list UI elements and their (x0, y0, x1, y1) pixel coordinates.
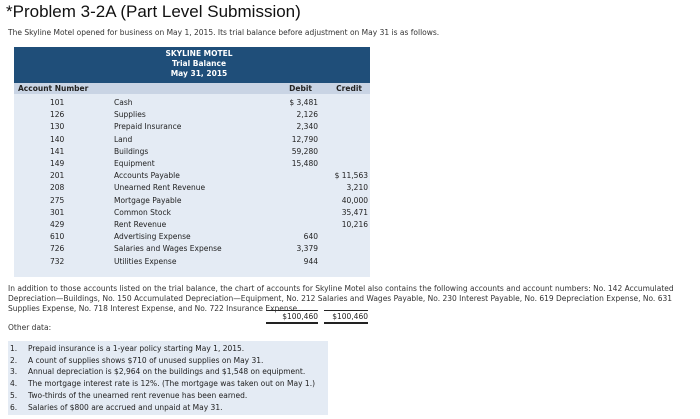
account-name: Equipment (114, 159, 155, 168)
credit-amount: 35,471 (341, 207, 368, 217)
account-number: 429 (50, 220, 65, 229)
debit-amount: 12,790 (291, 134, 318, 144)
account-number: 726 (50, 244, 65, 254)
debit-amount: 15,480 (291, 159, 318, 168)
debit-amount: 640 (303, 232, 318, 242)
debit-amount: 2,340 (296, 122, 318, 132)
table-row (14, 256, 370, 268)
trial-balance-header (14, 47, 370, 83)
table-row (14, 121, 370, 133)
account-number: 149 (50, 159, 65, 168)
credit-amount: $ 11,563 (334, 171, 368, 181)
credit-amount: 40,000 (341, 195, 368, 205)
debit-amount: 944 (303, 256, 318, 266)
account-number: 610 (50, 232, 65, 242)
intro-text: The Skyline Motel opened for business on May 1, 2015. Its trial balance before adjustment on May 31 is as follows. (8, 28, 440, 37)
list-item-number: 6. (10, 402, 18, 412)
account-number: 301 (50, 207, 65, 217)
table-row (14, 134, 370, 146)
account-number: 101 (50, 98, 65, 107)
account-name: Accounts Payable (114, 171, 180, 181)
table-row (14, 182, 370, 194)
additional-accounts-text: In addition to those accounts listed on the trial balance, the chart of accounts for Skyline Motel also contains the following accounts and account numbers: No. 142 Accumulated Depreciation—Buildings, No. 150 Accumulated Depreciation—Equipment, No. 212 Salaries and Wages Payable, No. 230 Interest Payable, No. 619 Depreciation Expense, No. 631 Supplies Expense, No. 718 Interest Expense, and No. 722 Insurance Expense. (8, 284, 674, 313)
table-row (14, 146, 370, 158)
table-row (14, 207, 370, 219)
account-name: Mortgage Payable (114, 195, 182, 205)
list-item-number: 2. (10, 355, 18, 365)
total-credit: $100,460 (324, 310, 368, 324)
list-item-text: The mortgage interest rate is 12%. (The mortgage was taken out on May 1.) (28, 379, 315, 389)
table-row (14, 243, 370, 255)
account-name: Prepaid Insurance (114, 122, 182, 132)
list-item-text: Prepaid insurance is a 1-year policy starting May 1, 2015. (28, 344, 245, 353)
problem-title: *Problem 3-2A (Part Level Submission) (6, 2, 301, 21)
list-item-text: Annual depreciation is $2,964 on the buildings and $1,548 on equipment. (28, 367, 306, 377)
list-item-number: 1. (10, 344, 18, 353)
table-row (14, 158, 370, 170)
account-name: Advertising Expense (114, 232, 191, 242)
account-name: Rent Revenue (114, 220, 167, 229)
debit-amount: 2,126 (296, 110, 318, 120)
column-headers (14, 83, 370, 94)
table-row (14, 195, 370, 207)
debit-amount: 3,379 (296, 244, 318, 254)
account-name: Common Stock (114, 207, 171, 217)
account-name: Salaries and Wages Expense (114, 244, 222, 254)
company-name: SKYLINE MOTEL (165, 49, 233, 58)
account-name: Unearned Rent Revenue (114, 183, 206, 193)
list-item-number: 5. (10, 390, 18, 400)
credit-amount: 10,216 (341, 220, 368, 229)
account-name: Buildings (114, 146, 149, 156)
list-item-text: Salaries of $800 are accrued and unpaid at May 31. (28, 402, 223, 412)
list-item-number: 3. (10, 367, 18, 377)
debit-header: Debit (289, 84, 312, 93)
account-number: 141 (50, 146, 65, 156)
debit-amount: $ 3,481 (289, 98, 318, 107)
list-item-number: 4. (10, 379, 18, 389)
account-name: Cash (114, 98, 133, 107)
statement-date: May 31, 2015 (170, 69, 228, 78)
account-name: Supplies (114, 110, 146, 120)
account-name: Utilities Expense (114, 256, 177, 266)
other-data-label: Other data: (8, 323, 52, 332)
account-number: 140 (50, 134, 65, 144)
account-number: 275 (50, 195, 65, 205)
total-debit: $100,460 (266, 310, 318, 324)
account-number: 208 (50, 183, 65, 193)
credit-header: Credit (336, 84, 362, 93)
table-row (14, 231, 370, 243)
account-number: 732 (50, 256, 65, 266)
table-row (14, 219, 370, 231)
account-number: 126 (50, 110, 65, 120)
table-row (14, 170, 370, 182)
statement-name: Trial Balance (171, 59, 227, 68)
table-row (14, 109, 370, 121)
account-number: 201 (50, 171, 65, 181)
table-row (14, 97, 370, 109)
account-number-header: Account Number (18, 84, 89, 93)
list-item-text: A count of supplies shows $710 of unused supplies on May 31. (28, 355, 264, 365)
account-number: 130 (50, 122, 65, 132)
list-item-text: Two-thirds of the unearned rent revenue has been earned. (28, 390, 248, 400)
debit-amount: 59,280 (291, 146, 318, 156)
other-data-list (8, 341, 328, 415)
account-name: Land (114, 134, 133, 144)
credit-amount: 3,210 (346, 183, 368, 193)
